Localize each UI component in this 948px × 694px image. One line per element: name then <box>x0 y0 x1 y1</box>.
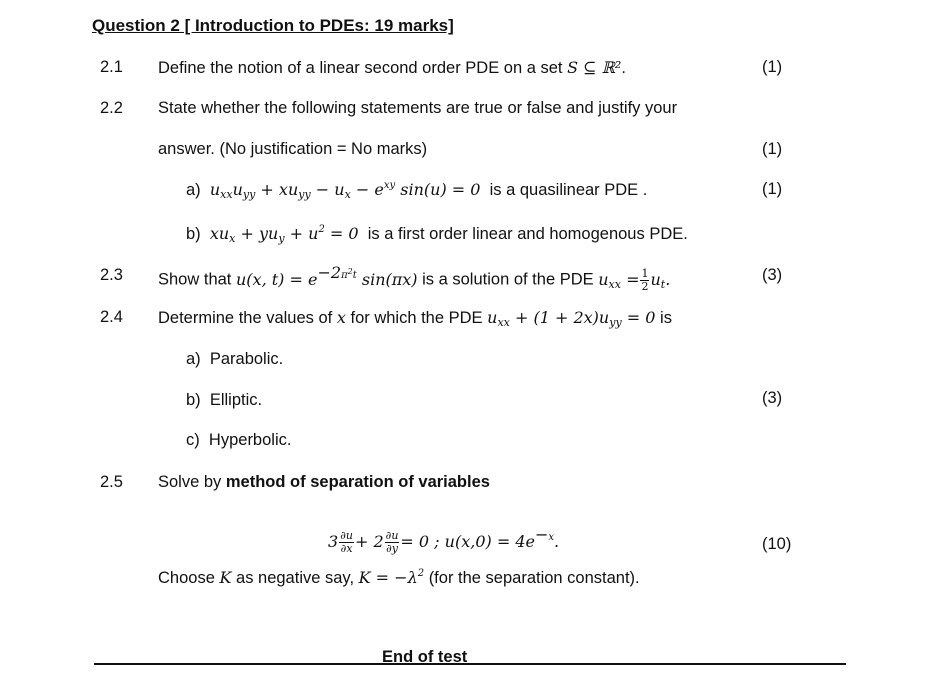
question-2-2-b <box>186 224 688 245</box>
question-2-5-choose-1: Choose <box>158 569 215 587</box>
question-2-5-choose <box>158 568 640 589</box>
question-2-2-a-label: a) <box>186 181 201 199</box>
question-2-3-text2: is a solution of the PDE <box>422 270 594 289</box>
question-2-5-method: method of separation of variables <box>225 473 490 491</box>
question-2-4-b <box>186 391 262 411</box>
footer-end-of-test: End of test <box>382 648 468 666</box>
question-2-4-b-label: b) <box>186 391 201 409</box>
question-2-1-set: S ⊆ ℝ² <box>567 58 622 77</box>
question-2-1-text <box>158 58 626 79</box>
question-2-2-a-equation: $u_{xx}u_{yy} + xu_{yy} - u_x - e^{xy}$ sin(u) = 0 <box>209 180 481 201</box>
question-2-1-prompt: Define the notion of a linear second order PDE on a set <box>158 59 563 77</box>
question-2-4-pde: $u_{xx} + (1 + 2x)u_{yy} = 0$ <box>487 308 656 329</box>
question-2-1-period: . <box>621 59 626 77</box>
question-2-2-b-text: is a first order linear and homogenous PDE. <box>367 225 688 243</box>
page-title: Question 2 [ Introduction to PDEs: 19 marks] <box>92 16 454 35</box>
question-2-4-variable: x <box>336 308 346 327</box>
question-2-4-b-text: Elliptic. <box>209 391 263 409</box>
question-2-5-k-value: $K = -\lambda^2$ <box>358 568 425 587</box>
question-2-3-pde: $u_{xx}$ = $\frac{1}{2}$ $u_t$. <box>598 267 671 293</box>
question-2-2-a-marks: (1) <box>762 180 783 198</box>
question-2-5-equation: 3 $\frac{\partial u}{\partial x}$ + 2 $\frac{\partial u}{\partial y}$ = 0 ; $u(x,0) = 4e^{-x}$. <box>328 524 560 555</box>
question-2-4-marks: (3) <box>762 389 783 407</box>
question-2-2-b-equation: $xu_x + yu_y + u^2 = 0$ <box>209 224 359 245</box>
question-2-2-marks: (1) <box>762 140 783 158</box>
question-2-2-line2: answer. (No justification = No marks) <box>158 140 428 158</box>
question-2-4-c-text: Hyperbolic. <box>208 431 292 449</box>
question-2-4-a <box>186 350 283 370</box>
question-2-5-choose-3: (for the separation constant). <box>428 569 640 587</box>
question-2-3-marks: (3) <box>762 266 783 284</box>
question-2-5-prompt: Solve by <box>158 473 222 491</box>
question-number-2-4: 2.4 <box>100 308 123 326</box>
question-number-2-1: 2.1 <box>100 58 123 76</box>
question-2-4-text3: is <box>660 309 672 327</box>
question-2-5-text <box>158 473 490 493</box>
question-number-2-5: 2.5 <box>100 473 123 491</box>
footer-rule <box>94 663 846 665</box>
question-2-2-b-label: b) <box>186 225 201 243</box>
question-2-4-a-label: a) <box>186 350 201 368</box>
question-2-3-function: u(x, $t) = e^{-2\pi^2t}$ sin(πx) <box>235 262 418 289</box>
question-2-2-a-text: is a quasilinear PDE . <box>489 181 648 199</box>
question-2-5-marks: (10) <box>762 535 792 553</box>
question-2-3-prompt: Show that <box>158 270 232 289</box>
question-2-5-choose-2: as negative say, <box>236 569 355 587</box>
question-2-4-c-label: c) <box>186 431 200 449</box>
question-2-5-k: K <box>219 568 232 587</box>
question-number-2-2: 2.2 <box>100 99 123 117</box>
question-2-4-text2: for which the PDE <box>350 309 483 327</box>
question-2-4-a-text: Parabolic. <box>209 350 284 368</box>
question-2-2-line1: State whether the following statements are true or false and justify your <box>158 99 678 117</box>
question-2-4-prompt: Determine the values of <box>158 309 333 327</box>
question-2-4-text <box>158 308 672 329</box>
question-number-2-3: 2.3 <box>100 266 123 284</box>
question-2-1-marks: (1) <box>762 58 783 76</box>
question-2-2-a <box>186 180 647 201</box>
question-2-3-text <box>158 262 671 293</box>
question-2-4-c <box>186 431 291 451</box>
